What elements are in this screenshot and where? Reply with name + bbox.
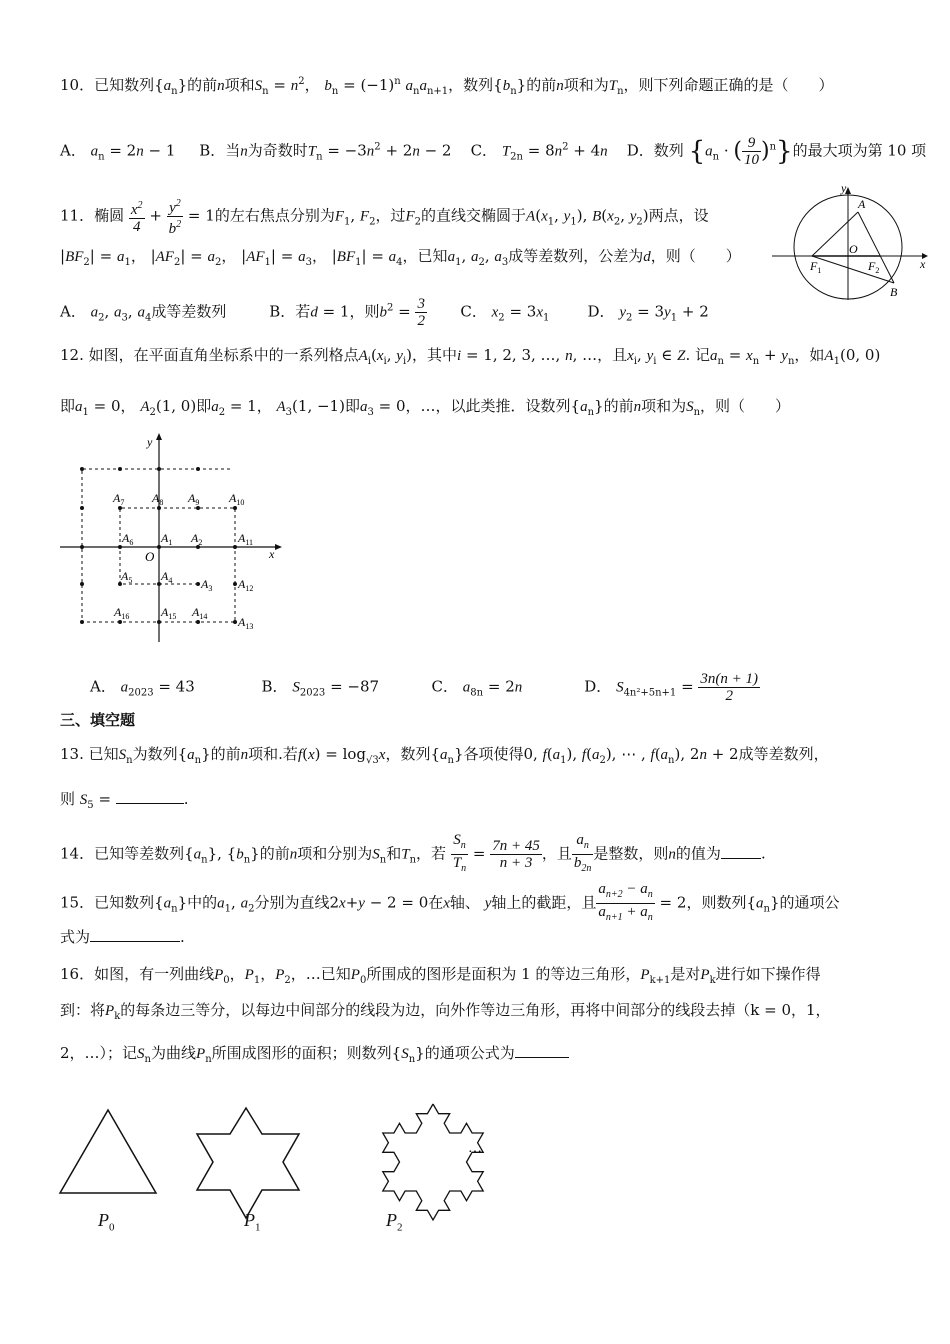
q15-stem: 15．已知数列$\{a_n\}$中的$a_1$, $a_2$分别为直线2x+y − 2 = 0在x轴、 y轴上的截距，且 $\frac{a_{n+2} - a_n}{a_{n+1} + a_n}$ = 2，则数列$\{a_n\}$的通项公: [60, 881, 840, 923]
q12-line2: 即$a_1 = 0$， $A_2(1$, 0)即$a_2 = 1$， $A_3(1$, −1)即$a_3 = 0$，…，以此类推．设数列$\{a_n\}$的前n项和为$S_n$，则（ ）: [60, 397, 791, 418]
curve-p2: [383, 1104, 483, 1220]
caption-p2: $P_2$: [386, 1210, 403, 1234]
q14-answer-blank[interactable]: [721, 844, 761, 859]
lattice-label-a12: $A_{12}$: [238, 577, 254, 593]
q10-options: A． $a_n = 2n - 1$ B．当n为奇数时$T_n = -3n^2 + 2n - 2$ C． $T_{2n} = 8n^2 + 4n$ D．数列 {$a_n$ · ( $\frac{9}{10}$ )$^n$}的最大项为第 10 项: [60, 135, 927, 168]
fig-label-b: B: [890, 285, 898, 299]
lattice-label-a6: $A_6$: [122, 531, 134, 547]
lattice-axis-x-label: x: [269, 547, 275, 561]
lattice-label-a11: $A_{11}$: [238, 531, 254, 547]
curve-p0: [60, 1110, 156, 1193]
lattice-label-a7: $A_7$: [113, 491, 125, 507]
lattice-label-a16: $A_{16}$: [114, 605, 130, 621]
lattice-label-a3: $A_3$: [201, 577, 213, 593]
lattice-axis-y-label: y: [147, 435, 153, 449]
lattice-origin-label: O: [145, 549, 155, 564]
fig-label-x: x: [920, 257, 926, 271]
q16-answer-blank[interactable]: [515, 1043, 569, 1058]
lattice-label-a2: $A_2$: [191, 531, 203, 547]
lattice-label-a13: $A_{13}$: [238, 615, 254, 631]
q13-answer-blank[interactable]: [116, 789, 184, 804]
fig-label-f1: $F_1$: [810, 259, 822, 275]
q11-ellipse-figure: [770, 182, 930, 302]
lattice-label-a8: $A_8$: [152, 491, 164, 507]
q13-stem: 13. 已知$S_n$为数列$\{a_n\}$的前n项和.若$f(x) = \log_{√3}x$，数列$\{a_n\}$各项使得0, $f(a_1)$, $f(a_2)$, ⋯ , $f(a_n)$, 2n + 2成等差数列，: [60, 745, 829, 766]
caption-p0: $P_0$: [98, 1210, 115, 1234]
q16-line1: 16．如图，有一列曲线$P_0$，$P_1$，$P_2$，…已知$P_0$所围成的图形是面积为 1 的等边三角形，$P_{k+1}$是对$P_k$进行如下操作得: [60, 965, 821, 986]
caption-p1: $P_1$: [244, 1210, 261, 1234]
q13-line2: 则 $S_5$ = .: [60, 790, 189, 811]
lattice-label-a9: $A_9$: [188, 491, 200, 507]
lattice-label-a15: $A_{15}$: [161, 605, 177, 621]
q12-options: A． $a_{2023} = 43$ B． $S_{2023} = -87$ C． $a_{8n} = 2n$ D． $S_{4n^2+5n+1}$ = $\frac{3n(n + 1)}{2}$: [90, 671, 759, 704]
lattice-label-a1: $A_1$: [161, 531, 173, 547]
segment-bf1: [812, 256, 894, 283]
koch-curves-figure: [50, 1090, 510, 1240]
lattice-label-a5: $A_5$: [121, 569, 133, 585]
curve-p1: [197, 1108, 299, 1218]
q16-line2: 到：将$P_k$的每条边三等分，以每边中间部分的线段为边，向外作等边三角形，再将中间部分的线段去掉（k = 0，1，: [60, 1001, 831, 1022]
fig-label-f2: $F_2$: [868, 259, 880, 275]
fig-label-o: O: [849, 242, 858, 256]
fig-label-y: y: [841, 182, 847, 195]
lattice-label-a14: $A_{14}$: [192, 605, 208, 621]
lattice-label-a10: $A_{10}$: [229, 491, 245, 507]
section-title-fill-in: 三、填空题: [60, 711, 136, 729]
q14-stem: 14．已知等差数列$\{a_n\}$, $\{b_n\}$的前n项和分别为$S_n$和$T_n$，若 $\frac{S_n}{T_n}$ = $\frac{7n + 45}{n + 3}$ ，且 $\frac{a_n}{b_{2n}}$ 是整数，则n的值为 .: [60, 832, 766, 874]
q12-lattice-figure: [55, 430, 290, 645]
q15-answer-blank[interactable]: [90, 927, 180, 942]
fig-label-a: A: [858, 197, 866, 211]
q11-options: A． $a_2$, $a_3$, $a_4$成等差数列 B．若d = 1，则$b^2$ = $\frac{3}{2}$ C． $x_2 = 3x_1$ D． $y_2 = 3y_1 + 2$: [60, 296, 709, 329]
lattice-label-a4: $A_4$: [161, 569, 173, 585]
q15-line2: 式为 .: [60, 928, 185, 946]
curve-sequence-ellipsis: …: [468, 1141, 482, 1156]
q16-line3: 2，…）；记$S_n$为曲线$P_n$所围成图形的面积；则数列$\{S_n\}$的通项公式为: [60, 1043, 569, 1070]
q11-stem: 11．椭圆 $\frac{x^2}{4}$ + $\frac{y^2}{b^2}$ = 1的左右焦点分别为$F_1$, $F_2$，过$F_2$的直线交椭圆于$A(x_1$, $y_1$), $B(x_2$, $y_2$)两点，设: [60, 198, 709, 237]
q11-line2: $|BF_2| = a_1$， $|AF_2| = a_2$， $|AF_1| = a_3$， $|BF_1| = a_4$，已知$a_1$, $a_2$, $a_3$成等差数列，公差为d，则（ ）: [60, 247, 741, 268]
q12-stem: 12. 如图，在平面直角坐标系中的一系列格点$A_i(x_i$, $y_i$)，其中i = 1, 2, 3, …, n, …，且$x_i$, $y_i$ ∈ Z. 记$a_n = x_n + y_n$，如$A_1(0$, 0): [60, 346, 881, 367]
q10-stem: 10．已知数列$\{a_n\}$的前n项和$S_n = n^2$， $b_n = (-1)^n$ $a_na_{n+1}$，数列$\{b_n\}$的前n项和为$T_n$，则下列命题正确的是（ ）: [60, 76, 834, 97]
